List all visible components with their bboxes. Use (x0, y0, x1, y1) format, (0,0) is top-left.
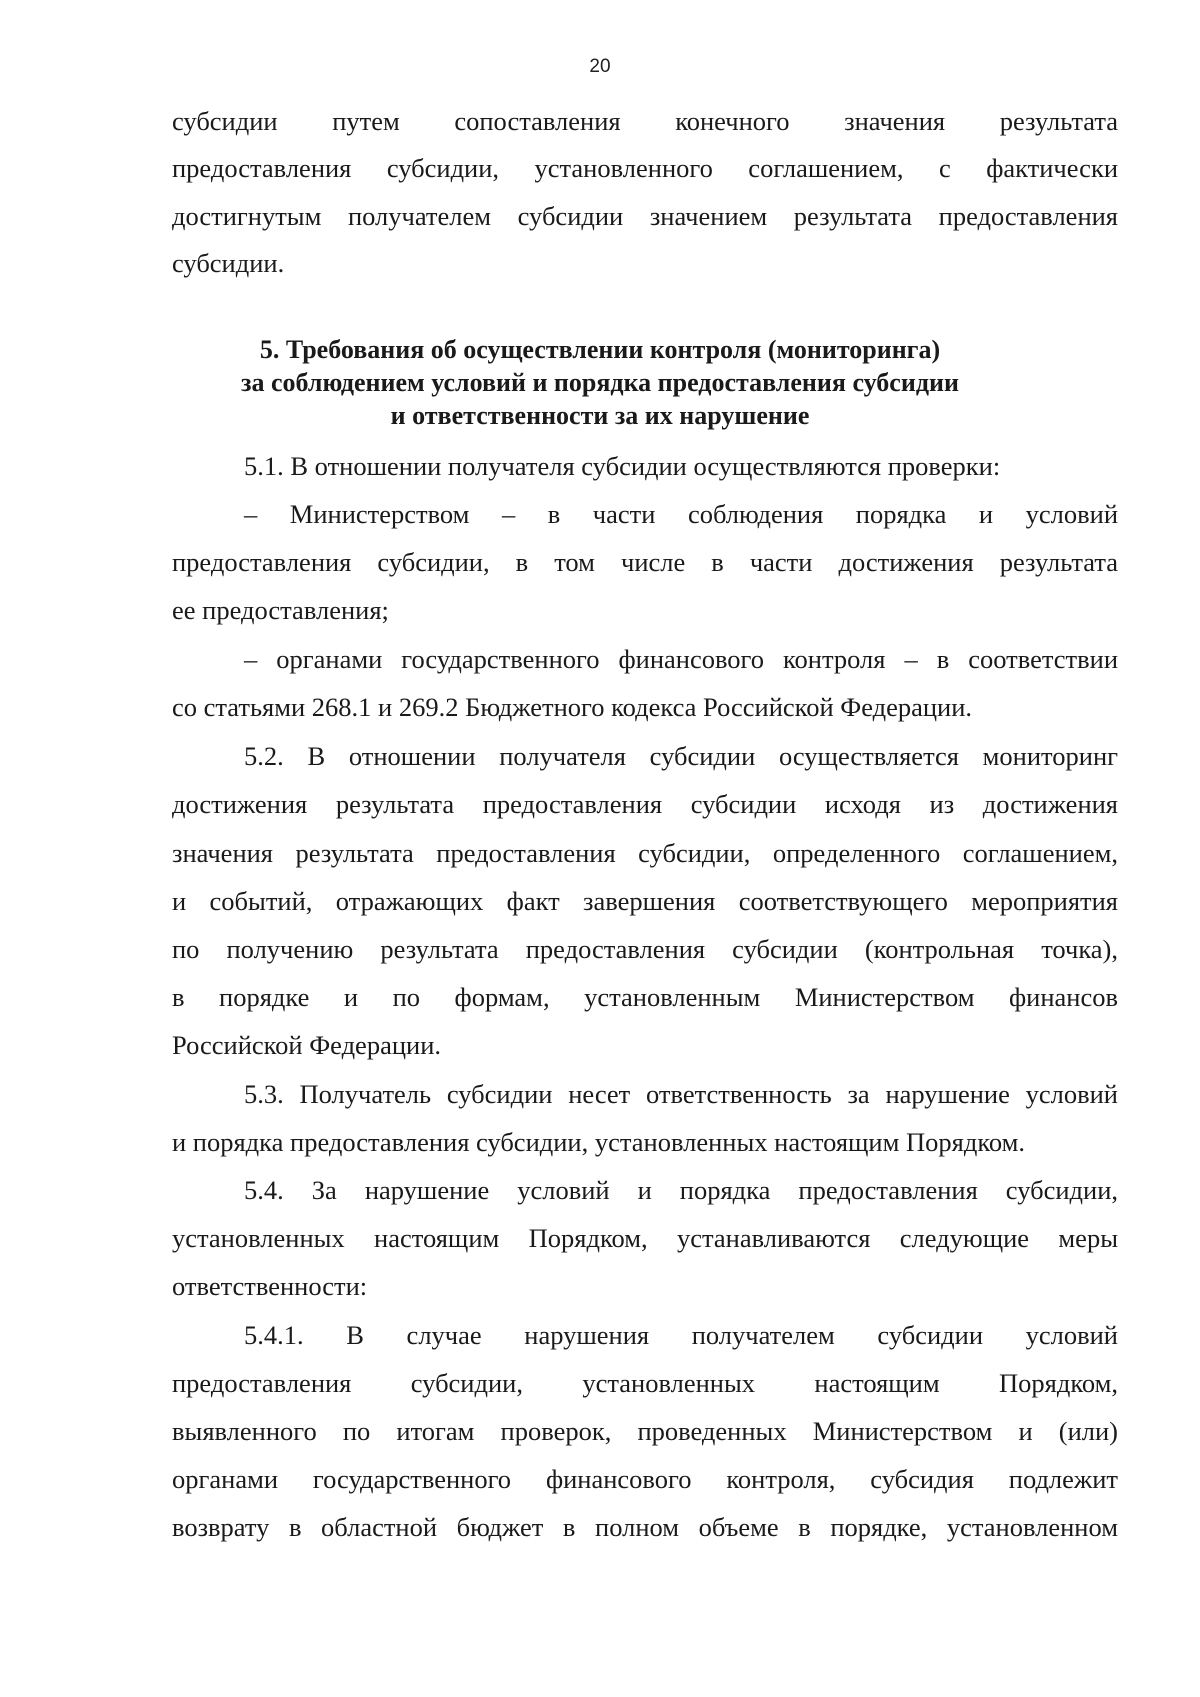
text-line: и событий, отражающих факт завершения соответствующего мероприятия (172, 886, 1118, 916)
text-line: субсидии путем сопоставления конечного значения результата (172, 106, 1118, 136)
text-line: – органами государственного финансового контроля – в соответствии (244, 644, 1118, 674)
text-line: достижения результата предоставления субсидии исходя из достижения (172, 789, 1118, 819)
text-line: 5.1. В отношении получателя субсидии осуществляются проверки: (244, 451, 1001, 481)
text-line: органами государственного финансового контроля, субсидия подлежит (172, 1464, 1118, 1494)
text-line: предоставления субсидии, установленного соглашением, с фактически (172, 153, 1118, 183)
text-line: со статьями 268.1 и 269.2 Бюджетного кодекса Российской Федерации. (172, 692, 973, 722)
page-number: 20 (589, 56, 611, 77)
text-line: – Министерством – в части соблюдения порядка и условий (244, 499, 1118, 529)
text-line: по получению результата предоставления субсидии (контрольная точка), (172, 934, 1118, 964)
text-line: и порядка предоставления субсидии, установленных настоящим Порядком. (172, 1127, 1025, 1157)
text-line: ее предоставления; (172, 595, 389, 625)
text-line: ответственности: (172, 1271, 368, 1301)
text-line: значения результата предоставления субсидии, определенного соглашением, (172, 838, 1118, 868)
text-line: 5.4.1. В случае нарушения получателем субсидии условий (244, 1320, 1118, 1350)
text-line: в порядке и по формам, установленным Министерством финансов (172, 982, 1118, 1012)
text-line: 5.4. За нарушение условий и порядка предоставления субсидии, (244, 1175, 1118, 1205)
heading-line: и ответственности за их нарушение (390, 401, 810, 430)
text-line: субсидии. (172, 248, 285, 278)
text-line: 5.3. Получатель субсидии несет ответственность за нарушение условий (244, 1079, 1118, 1109)
text-line: Российской Федерации. (172, 1030, 441, 1060)
heading-line: 5. Требования об осуществлении контроля (мониторинга) (259, 335, 941, 364)
text-line: предоставления субсидии, установленных настоящим Порядком, (172, 1368, 1118, 1398)
heading-line: за соблюдением условий и порядка предоставления субсидии (241, 368, 959, 397)
text-line: возврату в областной бюджет в полном объеме в порядке, установленном (172, 1512, 1118, 1542)
text-line: установленных настоящим Порядком, устанавливаются следующие меры (172, 1223, 1118, 1253)
text-line: выявленного по итогам проверок, проведенных Министерством и (или) (172, 1416, 1118, 1446)
text-line: достигнутым получателем субсидии значением результата предоставления (172, 201, 1118, 231)
text-line: предоставления субсидии, в том числе в части достижения результата (172, 547, 1118, 577)
text-line: 5.2. В отношении получателя субсидии осуществляется мониторинг (244, 741, 1118, 771)
